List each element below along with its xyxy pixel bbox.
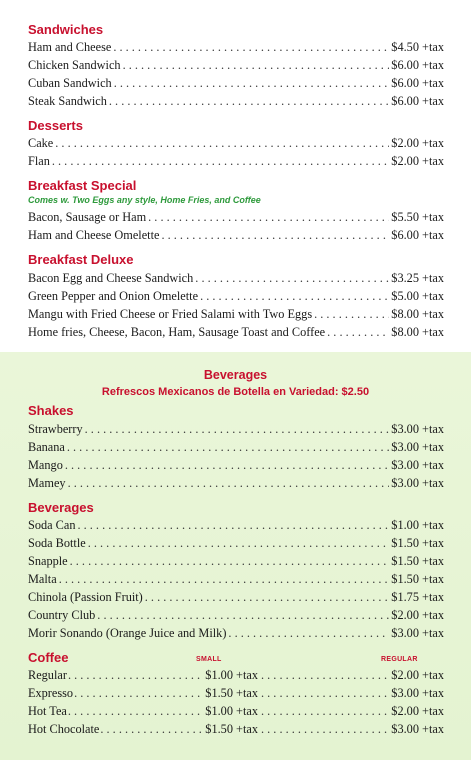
leader-dots — [195, 271, 389, 286]
item-name: Malta — [28, 572, 57, 586]
leader-dots — [100, 722, 204, 737]
item-price: $3.25 +tax — [391, 271, 444, 285]
menu-item — [28, 307, 444, 325]
item-price: $3.00 +tax — [391, 422, 444, 436]
menu-item — [28, 518, 444, 536]
item-price: $8.00 +tax — [391, 325, 444, 339]
menu-item — [28, 136, 444, 154]
item-price: $2.00 +tax — [391, 154, 444, 168]
menu-item — [28, 554, 444, 572]
regular-price: $2.00 +tax — [391, 704, 444, 718]
item-price: $1.00 +tax — [391, 518, 444, 532]
item-name: Cuban Sandwich — [28, 76, 112, 90]
menu-item — [28, 422, 444, 440]
item-name: Home fries, Cheese, Bacon, Ham, Sausage Toast and Coffee — [28, 325, 326, 339]
small-price: $1.00 +tax — [205, 668, 258, 682]
item-name: Country Club — [28, 608, 96, 622]
item-price: $2.00 +tax — [391, 608, 444, 622]
leader-dots — [123, 58, 390, 73]
food-menu-panel — [0, 0, 471, 352]
menu-item — [28, 289, 444, 307]
section-heading-desserts: Desserts — [28, 118, 83, 133]
leader-dots — [113, 40, 389, 55]
leader-dots — [228, 626, 389, 641]
item-price: $3.00 +tax — [391, 626, 444, 640]
leader-dots — [148, 210, 389, 225]
menu-item — [28, 608, 444, 626]
menu-item — [28, 476, 444, 494]
small-price: $1.00 +tax — [205, 704, 258, 718]
section-heading-shakes: Shakes — [28, 403, 74, 418]
leader-dots — [77, 518, 389, 533]
beverages-panel-title: Beverages — [203, 368, 268, 382]
item-price: $5.00 +tax — [391, 289, 444, 303]
leader-dots — [85, 422, 390, 437]
item-name: Hot Tea — [28, 704, 67, 718]
regular-price: $3.00 +tax — [391, 686, 444, 700]
coffee-row — [28, 704, 444, 722]
section-heading-breakfast-special: Breakfast Special — [28, 178, 137, 193]
item-name: Hot Chocolate — [28, 722, 100, 736]
item-name: Mangu with Fried Cheese or Fried Salami with Two Eggs — [28, 307, 313, 321]
item-name: Soda Can — [28, 518, 76, 532]
item-price: $1.75 +tax — [391, 590, 444, 604]
item-name: Green Pepper and Onion Omelette — [28, 289, 199, 303]
menu-item — [28, 536, 444, 554]
item-price: $3.00 +tax — [391, 458, 444, 472]
section-heading-beverages: Beverages — [28, 500, 94, 515]
menu-item — [28, 572, 444, 590]
leader-dots — [114, 76, 390, 91]
item-name: Strawberry — [28, 422, 83, 436]
regular-price: $2.00 +tax — [391, 668, 444, 682]
item-name: Regular — [28, 668, 67, 682]
item-price: $5.50 +tax — [391, 210, 444, 224]
coffee-row — [28, 722, 444, 740]
item-name: Snapple — [28, 554, 68, 568]
menu-item — [28, 154, 444, 172]
menu-item — [28, 94, 444, 112]
leader-dots — [314, 307, 389, 322]
leader-dots — [261, 722, 390, 737]
size-label-regular: REGULAR — [381, 656, 418, 663]
item-name: Expresso — [28, 686, 74, 700]
leader-dots — [68, 668, 204, 683]
section-heading-sandwiches: Sandwiches — [28, 22, 104, 37]
item-price: $6.00 +tax — [391, 76, 444, 90]
beverages-panel — [0, 352, 471, 760]
leader-dots — [65, 458, 389, 473]
leader-dots — [68, 704, 204, 719]
leader-dots — [67, 440, 389, 455]
menu-item — [28, 458, 444, 476]
item-name: Flan — [28, 154, 50, 168]
coffee-row — [28, 668, 444, 686]
item-name: Bacon Egg and Cheese Sandwich — [28, 271, 194, 285]
item-price: $4.50 +tax — [391, 40, 444, 54]
breakfast-special-note: Comes w. Two Eggs any style, Home Fries, and Coffee — [28, 195, 261, 205]
section-heading-breakfast-deluxe: Breakfast Deluxe — [28, 252, 134, 267]
item-price: $1.50 +tax — [391, 554, 444, 568]
item-name: Mango — [28, 458, 63, 472]
item-price: $1.50 +tax — [391, 572, 444, 586]
section-heading-coffee: Coffee — [28, 650, 69, 665]
item-price: $6.00 +tax — [391, 58, 444, 72]
menu-item — [28, 210, 444, 228]
leader-dots — [261, 686, 390, 701]
item-price: $1.50 +tax — [391, 536, 444, 550]
leader-dots — [68, 476, 390, 491]
item-name: Chicken Sandwich — [28, 58, 121, 72]
regular-price: $3.00 +tax — [391, 722, 444, 736]
leader-dots — [145, 590, 390, 605]
item-name: Cake — [28, 136, 54, 150]
small-price: $1.50 +tax — [205, 686, 258, 700]
refrescos-note: Refrescos Mexicanos de Botella en Variedad: $2.50 — [101, 386, 370, 398]
leader-dots — [52, 154, 389, 169]
leader-dots — [74, 686, 204, 701]
leader-dots — [109, 94, 389, 109]
menu-item — [28, 58, 444, 76]
item-name: Morir Sonando (Orange Juice and Milk) — [28, 626, 227, 640]
item-name: Banana — [28, 440, 65, 454]
leader-dots — [200, 289, 389, 304]
menu-item — [28, 325, 444, 343]
leader-dots — [261, 704, 390, 719]
menu-item — [28, 40, 444, 58]
item-price: $6.00 +tax — [391, 228, 444, 242]
menu-item — [28, 590, 444, 608]
small-price: $1.50 +tax — [205, 722, 258, 736]
item-name: Ham and Cheese Omelette — [28, 228, 160, 242]
leader-dots — [97, 608, 389, 623]
menu-item — [28, 626, 444, 644]
item-price: $6.00 +tax — [391, 94, 444, 108]
menu-item — [28, 271, 444, 289]
menu-item — [28, 76, 444, 94]
item-price: $2.00 +tax — [391, 136, 444, 150]
item-price: $3.00 +tax — [391, 476, 444, 490]
leader-dots — [327, 325, 389, 340]
menu-item — [28, 440, 444, 458]
item-name: Ham and Cheese — [28, 40, 112, 54]
leader-dots — [88, 536, 390, 551]
item-name: Soda Bottle — [28, 536, 86, 550]
item-name: Chinola (Passion Fruit) — [28, 590, 143, 604]
coffee-row — [28, 686, 444, 704]
size-label-small: SMALL — [196, 656, 222, 663]
leader-dots — [261, 668, 390, 683]
item-price: $3.00 +tax — [391, 440, 444, 454]
leader-dots — [161, 228, 389, 243]
item-price: $8.00 +tax — [391, 307, 444, 321]
leader-dots — [59, 572, 390, 587]
menu-item — [28, 228, 444, 246]
leader-dots — [70, 554, 390, 569]
item-name: Bacon, Sausage or Ham — [28, 210, 147, 224]
leader-dots — [55, 136, 389, 151]
item-name: Mamey — [28, 476, 66, 490]
item-name: Steak Sandwich — [28, 94, 107, 108]
